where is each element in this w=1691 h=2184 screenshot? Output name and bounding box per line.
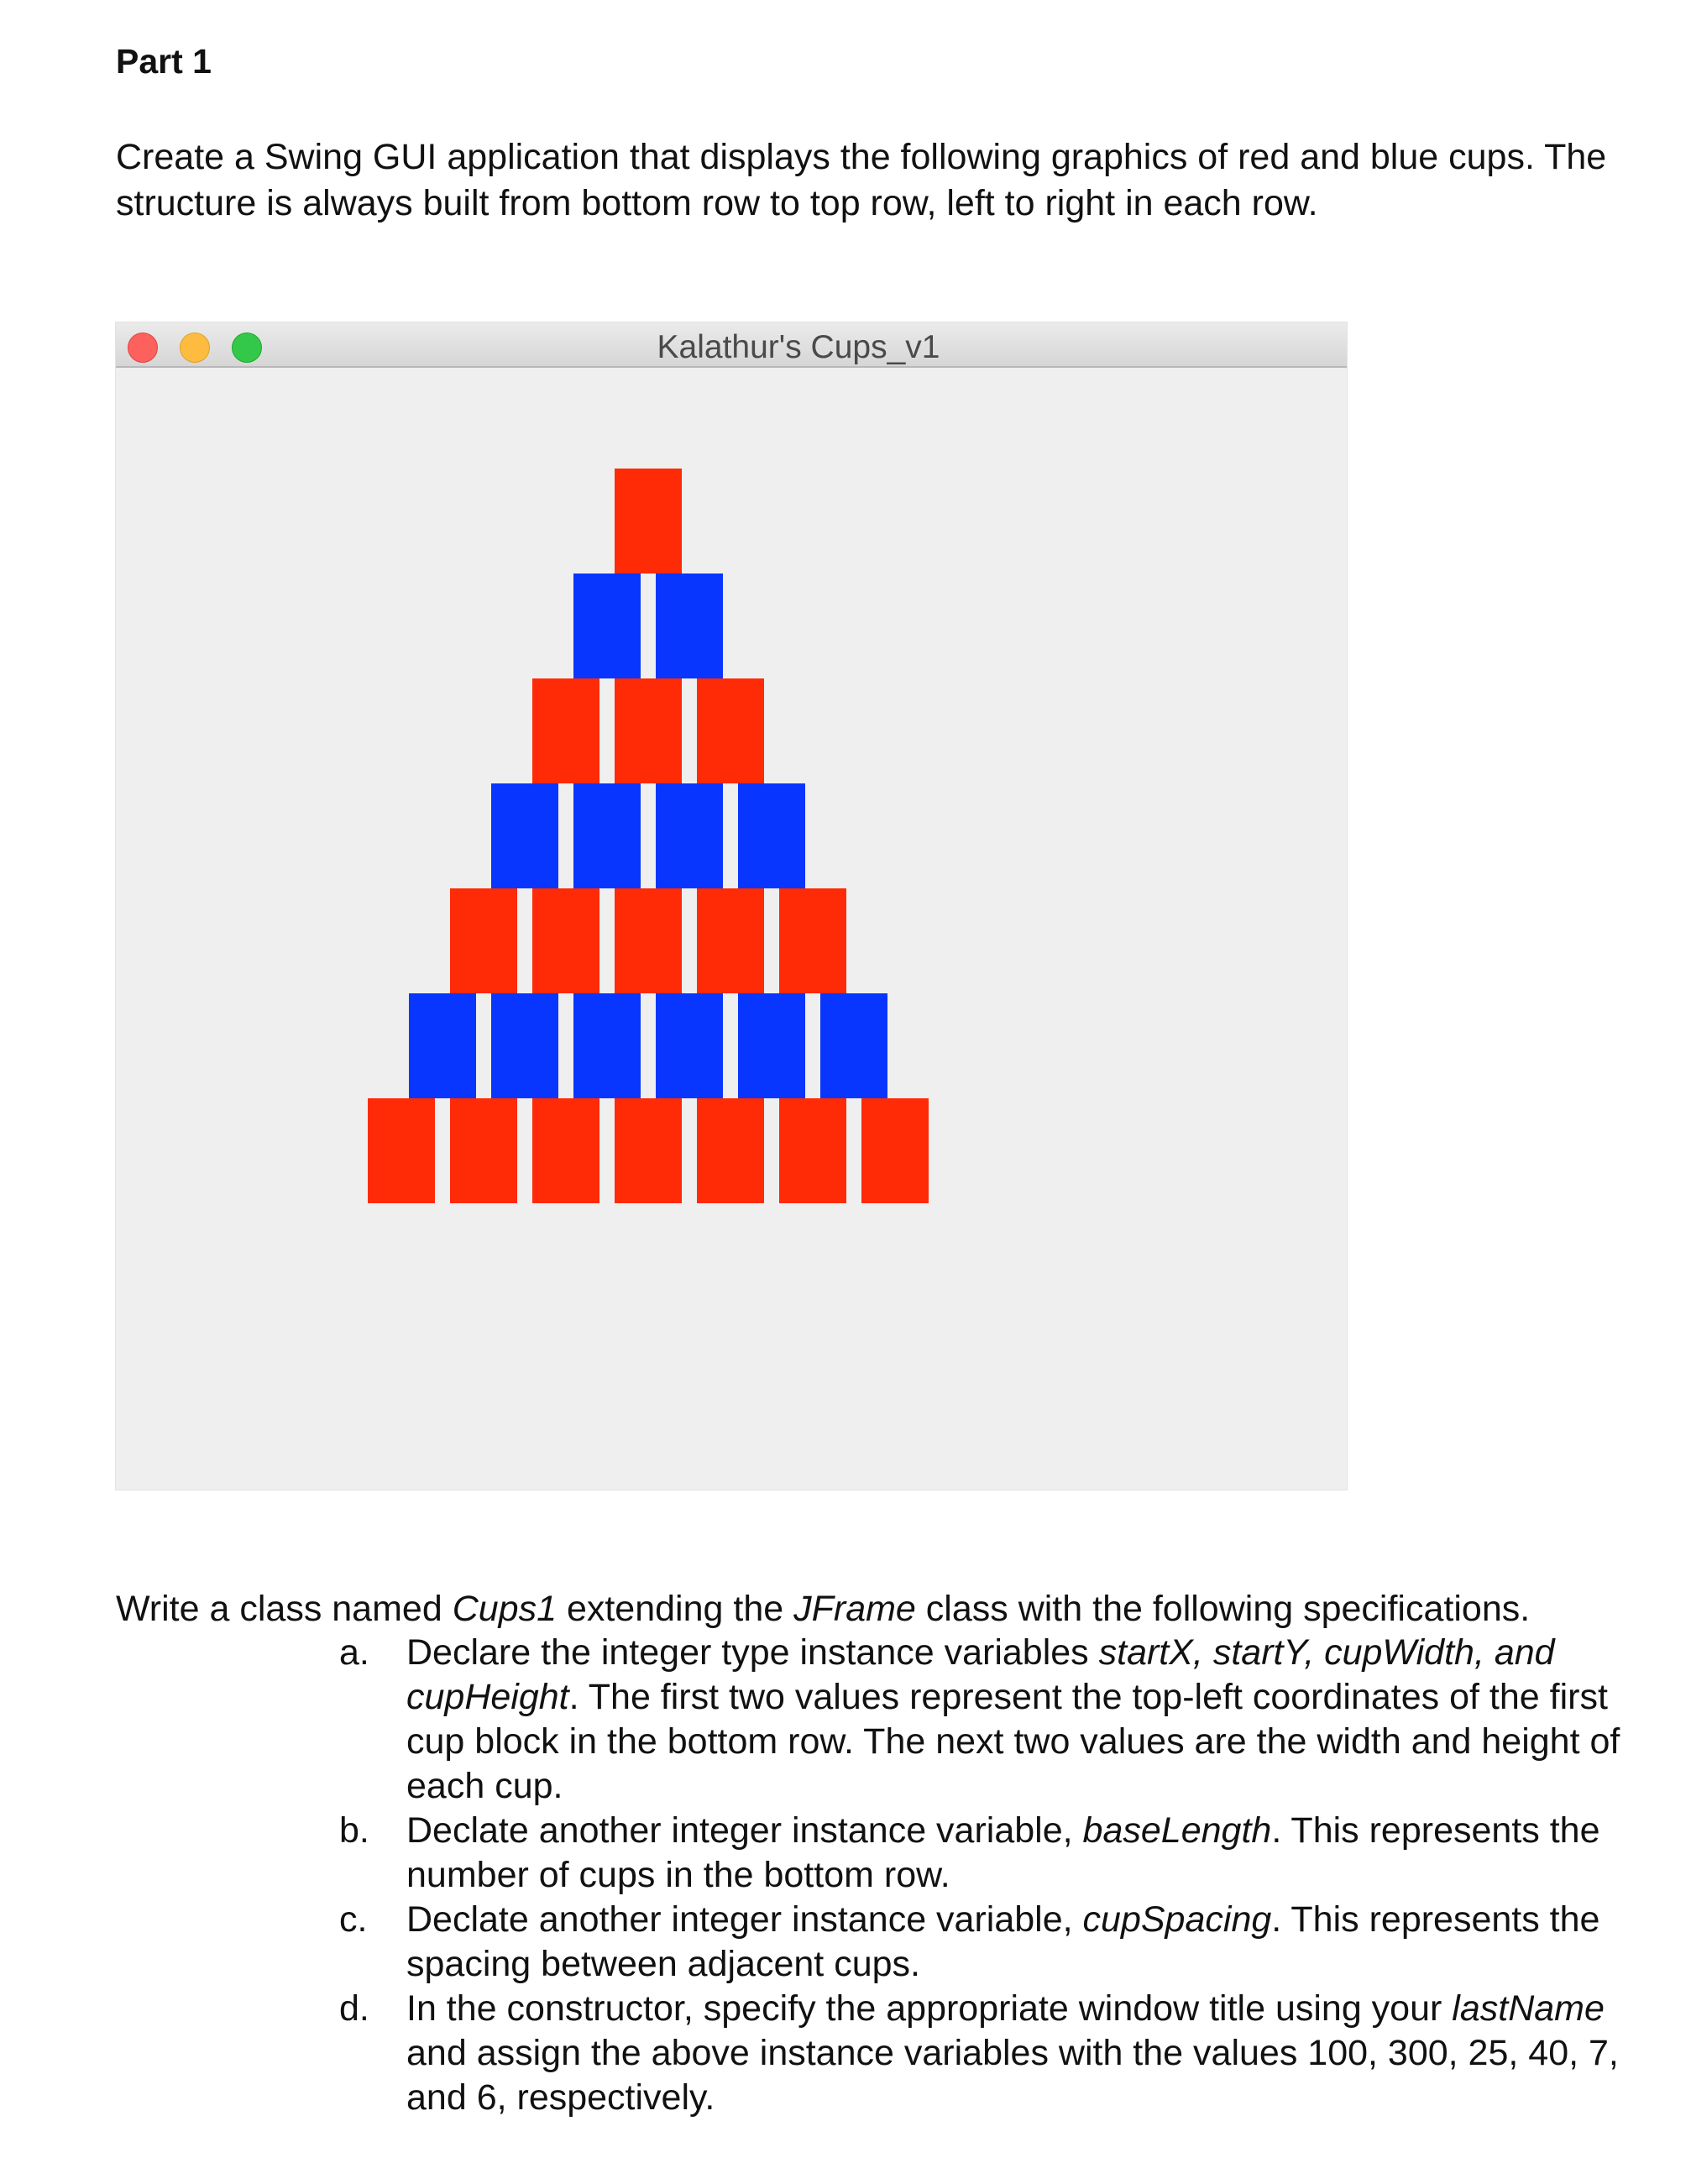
blue-cup bbox=[491, 783, 558, 888]
spec-text: Declare the integer type instance variables bbox=[406, 1632, 1099, 1673]
red-cup bbox=[532, 1098, 599, 1203]
spec-item-b bbox=[339, 1809, 1632, 1898]
blue-cup bbox=[738, 993, 805, 1098]
blue-cup bbox=[656, 783, 723, 888]
spec-lead-text: Write a class named bbox=[116, 1589, 453, 1629]
red-cup bbox=[368, 1098, 435, 1203]
cups-canvas bbox=[116, 368, 1347, 1490]
blue-cup bbox=[738, 783, 805, 888]
spec-variable-name: baseLength bbox=[1082, 1810, 1272, 1851]
spec-lead-text: extending the bbox=[557, 1589, 794, 1629]
spec-item-d bbox=[339, 1987, 1632, 2120]
red-cup bbox=[779, 888, 846, 993]
blue-cup bbox=[573, 783, 641, 888]
spec-item-c bbox=[339, 1898, 1632, 1987]
spec-variable-names: startX, startY, cupWidth, and cupHeight bbox=[406, 1632, 1555, 1717]
window-titlebar[interactable] bbox=[116, 322, 1347, 368]
blue-cup bbox=[573, 573, 641, 678]
spec-text: . This represents the spacing between adjacent cups. bbox=[406, 1899, 1600, 1984]
blue-cup bbox=[820, 993, 887, 1098]
red-cup bbox=[532, 678, 599, 783]
red-cup bbox=[450, 888, 517, 993]
spec-marker: d. bbox=[339, 1988, 369, 2029]
blue-cup bbox=[656, 993, 723, 1098]
red-cup bbox=[697, 678, 764, 783]
part-heading: Part 1 bbox=[116, 42, 212, 81]
red-cup bbox=[450, 1098, 517, 1203]
red-cup bbox=[615, 678, 682, 783]
red-cup bbox=[697, 888, 764, 993]
spec-lead-text: class with the following specifications. bbox=[915, 1589, 1531, 1629]
app-window bbox=[115, 322, 1348, 1490]
red-cup bbox=[779, 1098, 846, 1203]
spec-item-a bbox=[339, 1631, 1632, 1809]
spec-marker: c. bbox=[339, 1899, 368, 1940]
red-cup bbox=[532, 888, 599, 993]
spec-text: In the constructor, specify the appropriate window title using your bbox=[406, 1988, 1453, 2029]
spec-marker: b. bbox=[339, 1810, 369, 1851]
spec-class-name: Cups1 bbox=[452, 1589, 557, 1629]
blue-cup bbox=[656, 573, 723, 678]
red-cup bbox=[615, 469, 682, 573]
spec-text: Declate another integer instance variable, bbox=[406, 1810, 1083, 1851]
intro-paragraph: Create a Swing GUI application that displays the following graphics of red and blue cups. The structure is always built from bottom row to top row, left to right in each row. bbox=[116, 137, 1607, 223]
window-title: Kalathur's Cups_v1 bbox=[657, 329, 940, 365]
red-cup bbox=[861, 1098, 929, 1203]
red-cup bbox=[615, 1098, 682, 1203]
spec-text: . The first two values represent the top-left coordinates of the first cup block in the bottom row. The next two values are the width and height of each cup. bbox=[406, 1677, 1620, 1806]
red-cup bbox=[615, 888, 682, 993]
spec-marker: a. bbox=[339, 1632, 369, 1673]
spec-variable-name: lastName bbox=[1452, 1988, 1605, 2029]
spec-text: . This represents the number of cups in the bottom row. bbox=[406, 1810, 1600, 1895]
spec-list bbox=[339, 1631, 1632, 2120]
spec-lead-paragraph bbox=[116, 1587, 1678, 1631]
blue-cup bbox=[573, 993, 641, 1098]
blue-cup bbox=[491, 993, 558, 1098]
spec-superclass-name: JFrame bbox=[793, 1589, 916, 1629]
blue-cup bbox=[409, 993, 476, 1098]
spec-variable-name: cupSpacing bbox=[1082, 1899, 1272, 1940]
spec-text: and assign the above instance variables with the values 100, 300, 25, 40, 7, and 6, respectively. bbox=[406, 2033, 1619, 2118]
spec-text: Declate another integer instance variable, bbox=[406, 1899, 1083, 1940]
red-cup bbox=[697, 1098, 764, 1203]
